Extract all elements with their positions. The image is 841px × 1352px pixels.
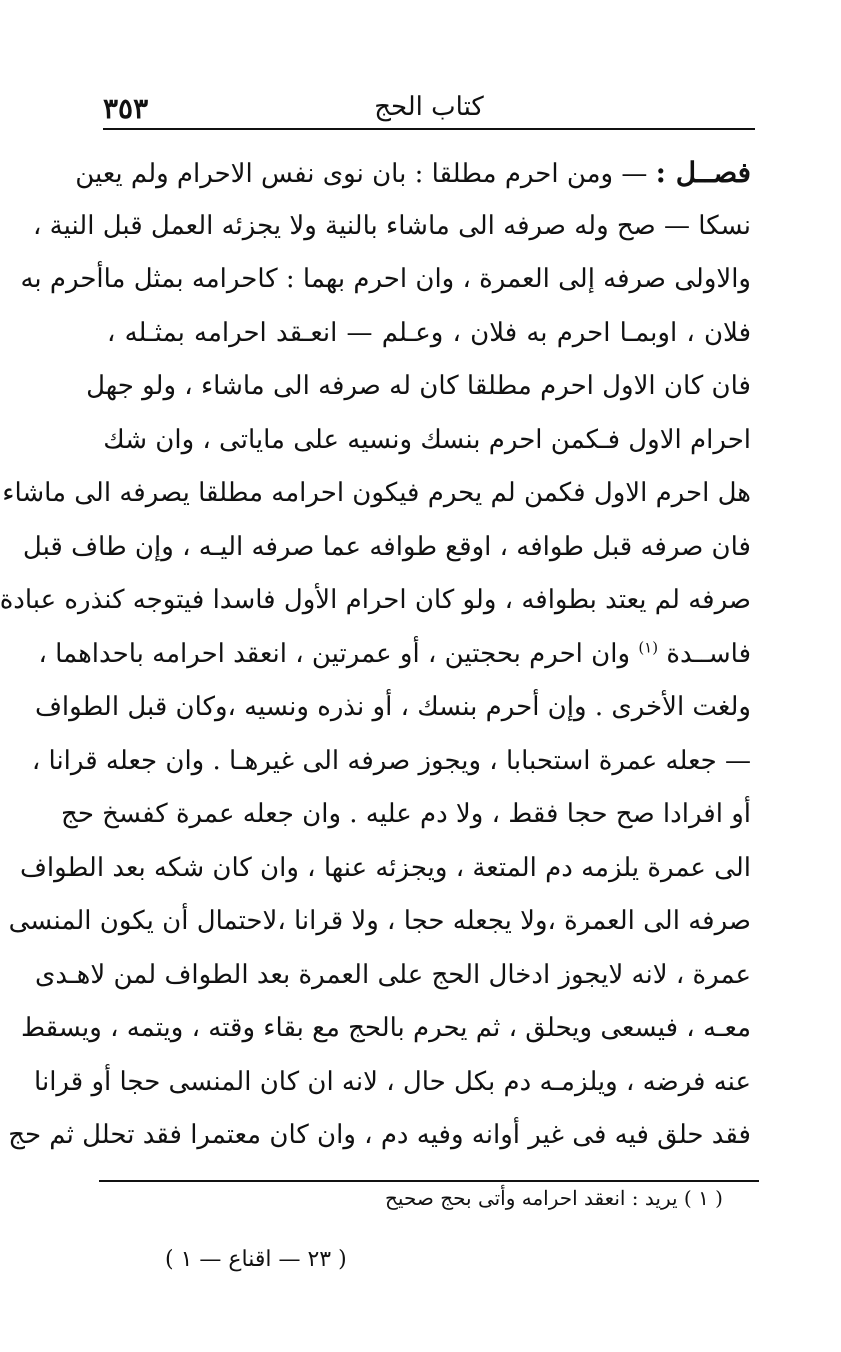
text-line: الى عمرة يلزمه دم المتعة ، ويجزئه عنها ، وان كان شكه بعد الطواف bbox=[19, 852, 751, 883]
text-line: — جعله عمرة استحبابا ، ويجوز صرفه الى غيرهـا . وان جعله قرانا ، bbox=[31, 745, 751, 776]
text-line-prefix: فاســدة bbox=[666, 638, 751, 669]
footnote-rule bbox=[99, 1180, 759, 1182]
text-line-content: — ومن احرم مطلقا : بان نوى نفس الاحرام ولم يعين bbox=[75, 159, 648, 189]
text-line: أو افرادا صح حجا فقط ، ولا دم عليه . وان جعله عمرة كفسخ حج bbox=[61, 799, 751, 829]
text-line: والاولى صرفه إلى العمرة ، وان احرم بهما : كاحرامه بمثل ماأحرم به bbox=[20, 264, 751, 294]
running-header bbox=[103, 92, 755, 128]
text-line: احرام الاول فـكمن احرم بنسك ونسيه على ماياتى ، وان شك bbox=[103, 424, 751, 455]
text-line: عمرة ، لانه لايجوز ادخال الحج على العمرة بعد الطواف لمن لاهـدى bbox=[35, 959, 751, 990]
text-line: ولغت الأخرى . وإن أحرم بنسك ، أو نذره ونسيه ،وكان قبل الطواف bbox=[34, 692, 751, 722]
footnote-marker: (١) bbox=[638, 637, 659, 656]
text-line: نسكا — صح وله صرفه الى ماشاء بالنية ولا يجزئه العمل قبل النية ، bbox=[33, 210, 751, 241]
book-title: كتاب الحج bbox=[374, 92, 484, 122]
body-text bbox=[0, 146, 751, 1163]
text-line: هل احرم الاول فكمن لم يحرم فيكون احرامه مطلقا يصرفه الى ماشاء bbox=[2, 478, 751, 508]
text-line: فان صرفه قبل طوافه ، اوقع طوافه عما صرفه اليـه ، وإن طاف قبل bbox=[22, 531, 751, 562]
footnote: ( ١ ) يريد : انعقد احرامه وأتى بحج صحيح bbox=[385, 1186, 723, 1210]
page-number: ٣٥٣ bbox=[103, 92, 149, 125]
header-rule bbox=[103, 128, 755, 130]
text-line: صرفه لم يعتد بطوافه ، ولو كان احرام الأول فاسدا فيتوجه كنذره عبادة bbox=[0, 585, 751, 615]
text-line: فان كان الاول احرم مطلقا كان له صرفه الى ماشاء ، ولو جهل bbox=[86, 371, 751, 401]
text-line: فقد حلق فيه فى غير أوانه وفيه دم ، وان كان معتمرا فقد تحلل ثم حج bbox=[8, 1120, 751, 1150]
text-line: صرفه الى العمرة ،ولا يجعله حجا ، ولا قرانا ،لاحتمال أن يكون المنسى bbox=[8, 906, 751, 936]
text-line-content: وان احرم بحجتين ، أو عمرتين ، انعقد احرامه باحداهما ، bbox=[38, 638, 631, 669]
text-line bbox=[38, 628, 751, 682]
text-line bbox=[75, 146, 751, 200]
text-line: عنه فرضه ، ويلزمـه دم بكل حال ، لانه ان كان المنسى حجا أو قرانا bbox=[34, 1066, 751, 1097]
printer-signature: ( ٢٣ — اقناع — ١ ) bbox=[165, 1247, 347, 1272]
section-heading: فصــل : bbox=[655, 156, 751, 189]
text-line: فلان ، اوبمـا احرم به فلان ، وعـلم — انعـقد احرامه بمثـله ، bbox=[107, 317, 751, 348]
text-line: معـه ، فيسعى ويحلق ، ثم يحرم بالحج مع بقاء وقته ، ويتمه ، ويسقط bbox=[21, 1013, 751, 1043]
